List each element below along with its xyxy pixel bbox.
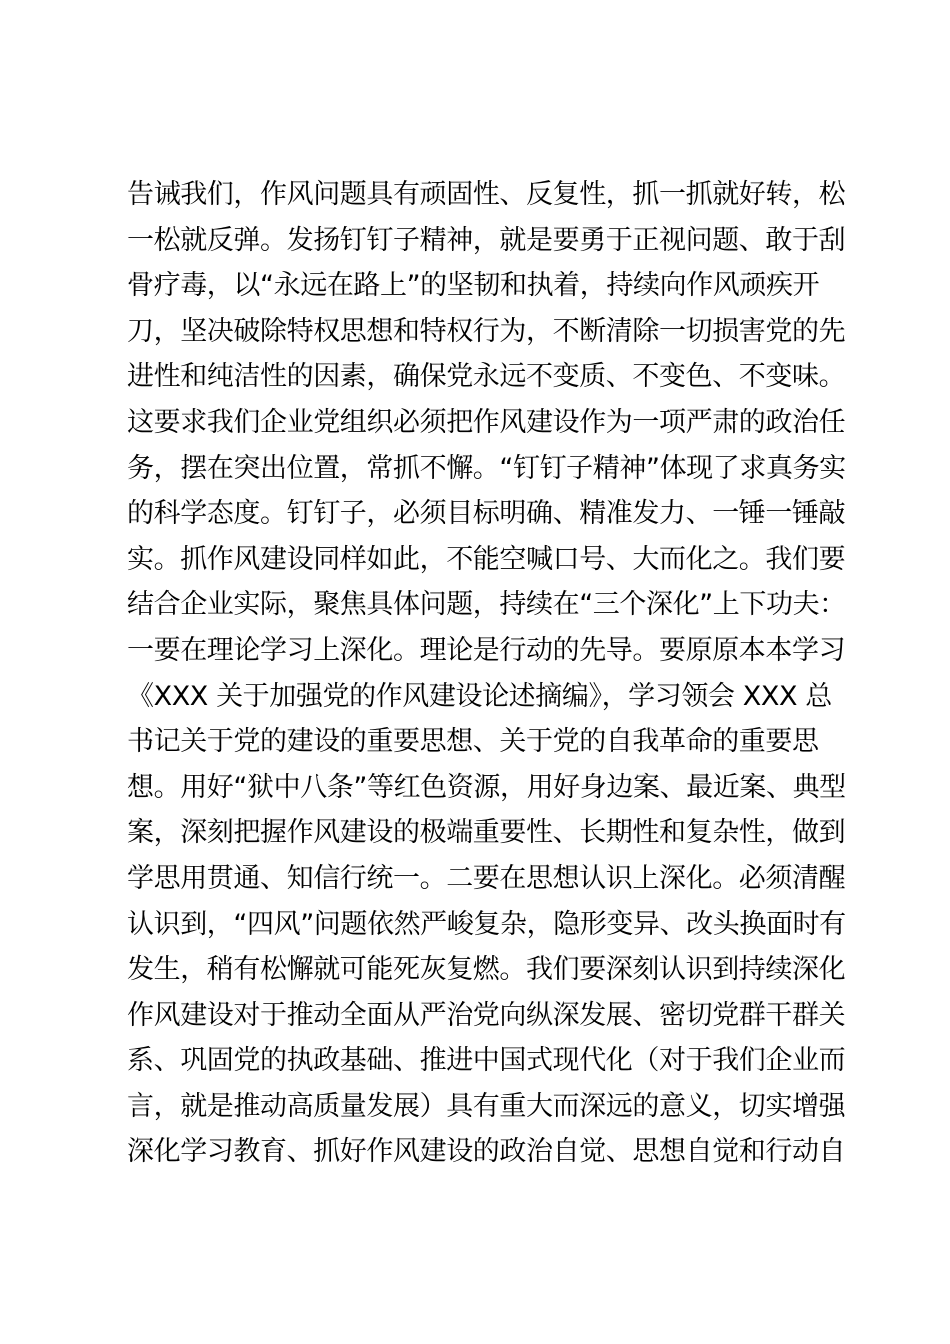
text-line: 认识到，“四风”问题依然严峻复杂，隐形变异、改头换面时有 [127, 908, 846, 940]
text-line: 书记关于党的建设的重要思想、关于党的自我革命的重要思 [127, 726, 819, 758]
text-line: 刀，坚决破除特权思想和特权行为，不断清除一切损害党的先 [127, 315, 846, 347]
text-line: 进性和纯洁性的因素，确保党永远不变质、不变色、不变味。 [127, 361, 846, 393]
text-line: 发生，稍有松懈就可能死灰复燃。我们要深刻认识到持续深化 [127, 954, 846, 986]
text-line: 学思用贯通、知信行统一。二要在思想认识上深化。必须清醒 [127, 862, 846, 894]
text-line: 的科学态度。钉钉子，必须目标明确、精准发力、一锤一锤敲 [127, 498, 846, 530]
text-line: 一要在理论学习上深化。理论是行动的先导。要原原本本学习 [127, 634, 846, 666]
text-line: 言，就是推动高质量发展）具有重大而深远的意义，切实增强 [127, 1090, 846, 1122]
text-line: 《XXX 关于加强党的作风建设论述摘编》，学习领会 XXX 总 [127, 680, 832, 712]
text-line: 案，深刻把握作风建设的极端重要性、长期性和复杂性，做到 [127, 817, 846, 849]
text-line: 系、巩固党的执政基础、推进中国式现代化（对于我们企业而 [127, 1045, 846, 1077]
text-line: 一松就反弹。发扬钉钉子精神，就是要勇于正视问题、敢于刮 [127, 224, 846, 256]
body-text [127, 172, 846, 1175]
text-line: 务，摆在突出位置，常抓不懈。“钉钉子精神”体现了求真务实 [127, 452, 846, 484]
text-line: 这要求我们企业党组织必须把作风建设作为一项严肃的政治任 [127, 406, 846, 438]
text-line: 结合企业实际，聚焦具体问题，持续在“三个深化”上下功夫： [127, 589, 846, 621]
text-line: 实。抓作风建设同样如此，不能空喊口号、大而化之。我们要 [127, 543, 846, 575]
text-line: 告诫我们，作风问题具有顽固性、反复性，抓一抓就好转，松 [127, 179, 846, 210]
text-line: 想。用好“狱中八条”等红色资源，用好身边案、最近案、典型 [127, 771, 846, 803]
text-line: 骨疗毒，以“永远在路上”的坚韧和执着，持续向作风顽疾开 [127, 270, 820, 302]
text-line: 作风建设对于推动全面从严治党向纵深发展、密切党群干群关 [127, 999, 846, 1031]
text-line: 深化学习教育、抓好作风建设的政治自觉、思想自觉和行动自 [127, 1136, 846, 1168]
